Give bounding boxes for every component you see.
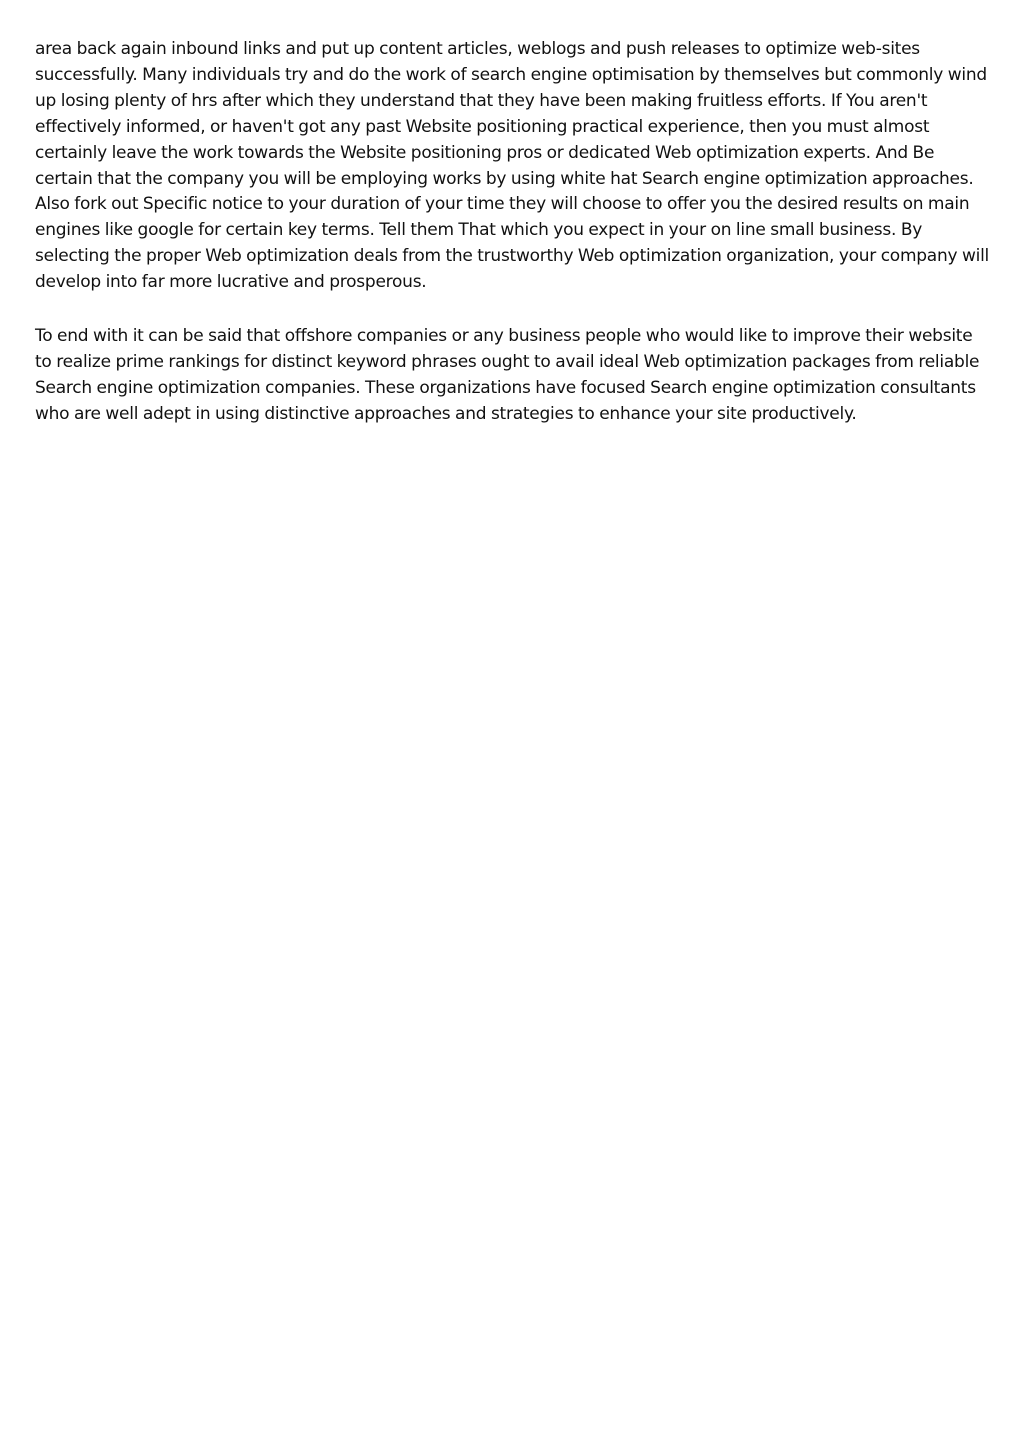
document-body [35, 37, 993, 428]
paragraph-1: area back again inbound links and put up content articles, weblogs and push releases to optimize web-sites successfully. Many individuals try and do the work of search engine optimisation by themselves but commonly wind up losing plenty of hrs after which they understand that they have been making fruitless efforts. If You aren't effectively informed, or haven't got any past Website positioning practical experience, then you must almost certainly leave the work towards the Website positioning pros or dedicated Web optimization experts. And Be certain that the company you will be employing works by using white hat Search engine optimization approaches. Also fork out Specific notice to your duration of your time they will choose to offer you the desired results on main engines like google for certain key terms. Tell them That which you expect in your on line small business. By selecting the proper Web optimization deals from the trustworthy Web optimization organization, your company will develop into far more lucrative and prosperous. [35, 39, 990, 293]
paragraph-2: To end with it can be said that offshore companies or any business people who would like to improve their website to realize prime rankings for distinct keyword phrases ought to avail ideal Web optimization packages from reliable Search engine optimization companies. These organizations have focused Search engine optimization consultants who are well adept in using distinctive approaches and strategies to enhance your site productively. [35, 326, 980, 424]
